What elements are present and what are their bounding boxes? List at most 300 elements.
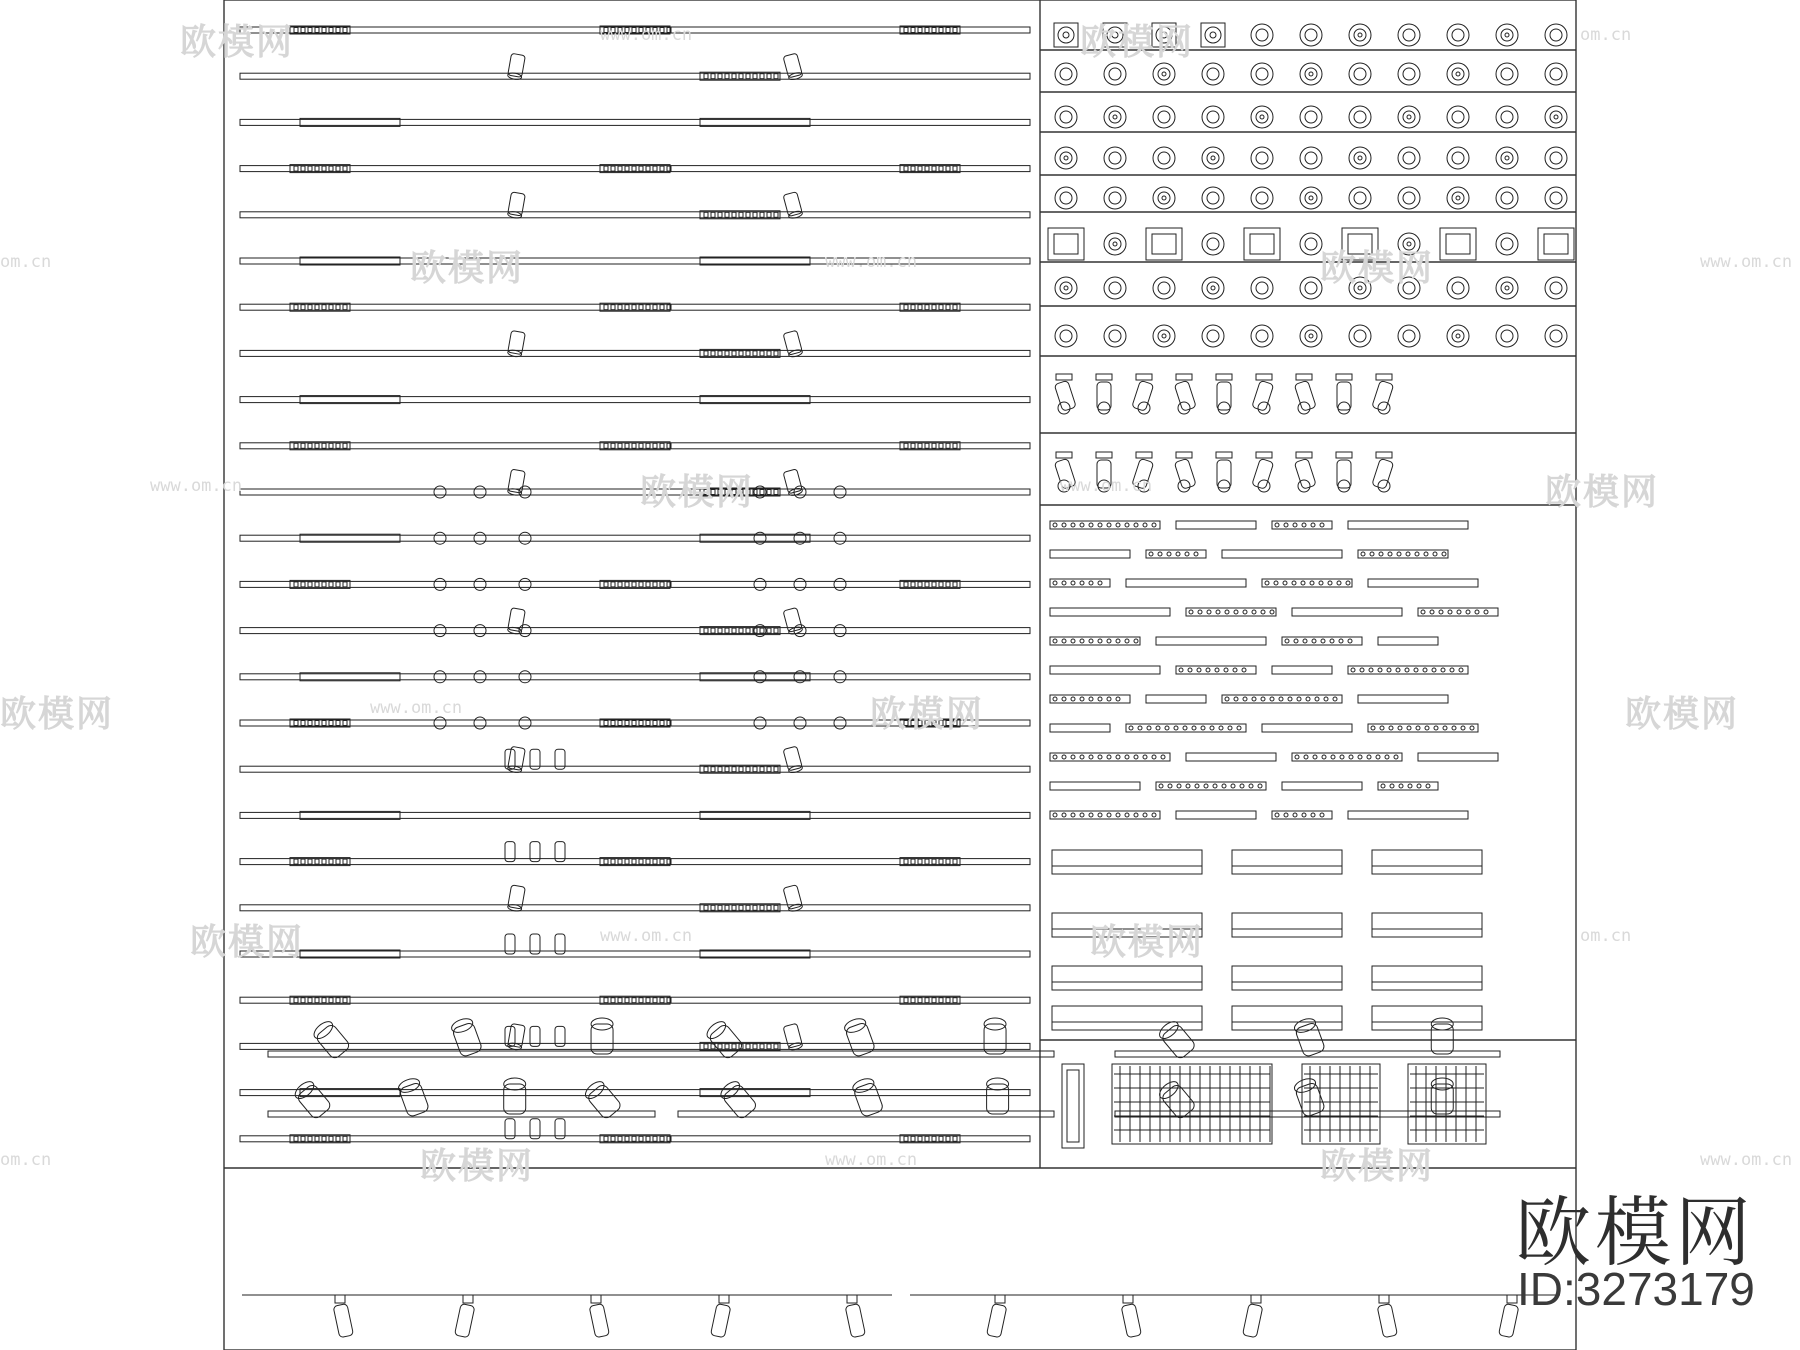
led-cell [308,721,312,726]
downlight-ring [1158,68,1170,80]
led-dot [1174,726,1178,730]
led-cell [604,166,608,171]
track-spot-head [434,532,446,544]
pendant-spot [1242,1304,1262,1338]
led-cell [746,74,750,79]
led-cell [336,859,340,864]
spot-mount [1056,452,1072,458]
led-dot [1399,784,1403,788]
led-cell [904,998,908,1003]
led-cell [343,166,347,171]
led-cell [753,212,757,217]
led-dot [1062,639,1066,643]
led-cell [646,1136,650,1141]
spotlight-icon [783,746,803,774]
led-dot [1134,813,1138,817]
downlight-ring [1550,29,1562,41]
led-cell [343,305,347,310]
led-dot [1243,610,1247,614]
surface-spot [1294,458,1316,489]
downlight-ring [1452,330,1464,342]
panel-light [1372,913,1482,937]
led-cell [315,166,319,171]
led-cell [746,767,750,772]
spotlight-icon [507,885,525,912]
round-downlight [1251,63,1273,85]
led-dot [1388,552,1392,556]
pendant-mount [463,1295,473,1303]
round-downlight [1496,187,1518,209]
led-cell [932,582,936,587]
led-cell [618,721,622,726]
led-cell [322,305,326,310]
downlight-ring [1305,192,1317,204]
led-dot [1249,784,1253,788]
pendant-spot [1377,1304,1397,1338]
round-downlight [1104,233,1126,255]
spotlight-body [845,1022,876,1058]
linear-light [1176,521,1256,529]
linear-light [1262,724,1352,732]
pendant-spot [333,1304,353,1338]
led-cell [315,582,319,587]
led-cell [660,998,664,1003]
led-dot [1414,668,1418,672]
downlight-core [1505,33,1509,37]
round-downlight [1202,325,1224,347]
downlight-ring [1158,152,1170,164]
surface-spot [1132,380,1154,411]
spot-lens [1258,480,1270,492]
spot-mount [1256,452,1272,458]
led-dot [1319,581,1323,585]
led-cell [711,767,715,772]
pendant-mount [1507,1295,1517,1303]
linear-light [1176,811,1256,819]
round-downlight [1104,187,1126,209]
led-dot [1450,668,1454,672]
spot-lens [1218,480,1230,492]
spot-mount [1136,452,1152,458]
led-dot [1234,697,1238,701]
led-dot [1284,523,1288,527]
led-cell [322,1136,326,1141]
panel-light [1372,850,1482,874]
led-cell [718,767,722,772]
led-dot [1415,552,1419,556]
led-dot [1315,697,1319,701]
led-dot [1053,813,1057,817]
track-rail [240,212,1030,218]
led-dot [1351,668,1355,672]
round-downlight [1104,325,1126,347]
led-dot [1116,523,1120,527]
led-cell [653,166,657,171]
led-cell [704,905,708,910]
downlight-ring [1354,111,1366,123]
led-cell [301,582,305,587]
led-dot [1062,581,1066,585]
led-cell [329,721,333,726]
led-cell [315,1136,319,1141]
round-downlight [1202,147,1224,169]
surface-spot [1337,460,1351,488]
led-dot [1215,668,1219,672]
led-cell [618,443,622,448]
led-dot [1107,697,1111,701]
led-dot [1252,610,1256,614]
led-cell [767,351,771,356]
track-spot-head [754,717,766,729]
round-downlight [1545,147,1567,169]
spot-lens [1258,402,1270,414]
led-dot [1080,813,1084,817]
led-cell [704,351,708,356]
spot-mount [1296,374,1312,380]
led-cell [639,582,643,587]
led-dot [1306,697,1310,701]
spot-lens [1338,480,1350,492]
led-cell [725,351,729,356]
led-cell [739,767,743,772]
led-cell [322,166,326,171]
led-dot [1195,784,1199,788]
led-cell [343,1136,347,1141]
led-dot [1288,697,1292,701]
downlight-core [1309,72,1313,76]
linear-light [1146,695,1206,703]
led-dot [1301,581,1305,585]
downlight-ring [1452,68,1464,80]
led-dot [1062,523,1066,527]
spot-mount [1336,452,1352,458]
track-spot-head [519,532,531,544]
bottom-track [268,1111,655,1117]
round-downlight [1300,325,1322,347]
downlight-ring [1501,111,1513,123]
led-cell [718,628,722,633]
track-spot-head [754,578,766,590]
led-cell [932,28,936,33]
led-dot [1390,784,1394,788]
round-downlight [1202,63,1224,85]
led-dot [1204,784,1208,788]
led-cell [329,305,333,310]
pendant-spot [589,1304,609,1338]
panel-light [1232,1006,1342,1030]
led-dot [1313,755,1317,759]
led-cell [336,998,340,1003]
panel-light [1232,913,1342,937]
downlight-core [1162,334,1166,338]
led-dot [1143,755,1147,759]
downlight-ring [1501,192,1513,204]
led-cell [301,721,305,726]
led-dot [1387,668,1391,672]
round-downlight [1545,63,1567,85]
round-downlight [1300,277,1322,299]
downlight-ring [1501,238,1513,250]
led-dot [1292,581,1296,585]
led-dot [1339,639,1343,643]
led-cell [632,998,636,1003]
panel-light [1052,966,1202,990]
led-cell [611,721,615,726]
led-cell [625,305,629,310]
led-cell [646,582,650,587]
led-cell [939,305,943,310]
led-dot [1441,668,1445,672]
led-dot [1333,697,1337,701]
led-dot [1197,668,1201,672]
round-downlight [1202,187,1224,209]
led-cell [632,305,636,310]
downlight-ring [1109,111,1121,123]
led-dot [1165,726,1169,730]
led-cell [653,998,657,1003]
watermark-url: www.om.cn [1060,476,1153,496]
led-dot [1231,784,1235,788]
led-cell [294,443,298,448]
led-dot [1425,726,1429,730]
spotlight-body [315,1023,351,1060]
surface-spot [1097,382,1111,410]
downlight-ring [1354,29,1366,41]
led-cell [925,443,929,448]
linear-light [1378,637,1438,645]
led-cell [739,905,743,910]
linear-light [1418,753,1498,761]
downlight-core [1211,286,1215,290]
led-cell [704,212,708,217]
track-spotlight [1157,1018,1197,1060]
downlight-ring [1403,29,1415,41]
led-dot [1459,668,1463,672]
led-cell [760,1044,764,1049]
downlight-ring [1550,282,1562,294]
led-dot [1346,581,1350,585]
led-dot [1265,581,1269,585]
downlight-ring [1060,330,1072,342]
watermark-url: om.cn [0,1150,52,1170]
led-dot [1071,523,1075,527]
led-cell [939,998,943,1003]
spot-mount [1376,452,1392,458]
model-id: ID:3273179 [1517,1263,1755,1315]
led-dot [1161,755,1165,759]
led-dot [1080,755,1084,759]
round-downlight [1545,187,1567,209]
track-rail [240,1043,1030,1049]
downlight-ring [1207,152,1219,164]
grille-narrow-inner [1067,1070,1079,1142]
downlight-core [1064,286,1068,290]
led-cell [932,443,936,448]
led-dot [1432,668,1436,672]
led-cell [732,905,736,910]
downlight-ring [1158,111,1170,123]
led-dot [1270,697,1274,701]
led-dot [1452,726,1456,730]
led-dot [1116,697,1120,701]
led-dot [1098,755,1102,759]
spot-lens [1138,402,1150,414]
led-dot [1219,726,1223,730]
downlight-ring [1550,330,1562,342]
led-cell [739,74,743,79]
led-cell [946,998,950,1003]
led-cell [336,582,340,587]
led-dot [1138,726,1142,730]
round-downlight [1251,147,1273,169]
led-cell [660,166,664,171]
led-cell [746,905,750,910]
panel-light [1372,1006,1482,1030]
downlight-core [1358,156,1362,160]
round-downlight [1153,63,1175,85]
led-cell [939,1136,943,1141]
led-cell [767,767,771,772]
led-cell [774,490,778,495]
watermark-url: www.om.cn [370,698,463,718]
downlight-ring [1403,68,1415,80]
track-spot-head [519,717,531,729]
led-cell [294,582,298,587]
track-spotlight [718,1078,758,1120]
led-cell [918,305,922,310]
led-cell [767,1044,771,1049]
led-dot [1439,610,1443,614]
led-dot [1466,610,1470,614]
grille-panel [1408,1064,1486,1144]
led-cell [618,582,622,587]
led-dot [1430,610,1434,614]
watermark-url: om.cn [1580,25,1632,45]
downlight-ring [1452,192,1464,204]
led-dot [1089,523,1093,527]
led-dot [1053,523,1057,527]
led-cell [294,305,298,310]
led-cell [953,166,957,171]
led-dot [1213,784,1217,788]
downlight-core [1260,115,1264,119]
track-rail [240,119,1030,125]
led-cell [911,1136,915,1141]
led-dot [1107,639,1111,643]
led-cell [301,166,305,171]
led-dot [1423,668,1427,672]
led-cell [308,305,312,310]
track-rail [240,812,1030,818]
led-dot [1378,668,1382,672]
watermark-url: www.om.cn [825,252,918,272]
led-cell [336,305,340,310]
downlight-ring [1305,238,1317,250]
led-dot [1186,784,1190,788]
downlight-ring [1109,152,1121,164]
round-downlight [1300,233,1322,255]
downlight-ring [1550,152,1562,164]
round-downlight [1202,277,1224,299]
round-downlight [1496,277,1518,299]
linear-light [1358,695,1448,703]
downlight-core [1358,33,1362,37]
led-cell [774,767,778,772]
downlight-ring [1256,111,1268,123]
led-dot [1152,813,1156,817]
led-dot [1071,581,1075,585]
led-cell [718,74,722,79]
led-cell [760,212,764,217]
track-spotlight [1431,1078,1453,1114]
downlight-ring [1109,192,1121,204]
pendant-mount [335,1295,345,1303]
track-spot-head [834,532,846,544]
led-cell [925,1136,929,1141]
downlight-ring [1403,152,1415,164]
downlight-ring [1452,152,1464,164]
led-cell [329,859,333,864]
watermark-url: www.om.cn [150,476,243,496]
led-cell [301,859,305,864]
watermark-logo: 欧模网 [410,248,525,289]
led-dot [1379,552,1383,556]
round-downlight [1349,106,1371,128]
led-cell [925,166,929,171]
linear-light [1272,666,1332,674]
led-cell [925,998,929,1003]
led-cell [660,1136,664,1141]
downlight-ring [1501,152,1513,164]
led-cell [604,998,608,1003]
led-cell [732,74,736,79]
spotlight-icon [783,607,803,635]
round-downlight [1300,106,1322,128]
led-dot [1116,755,1120,759]
led-dot [1294,639,1298,643]
led-dot [1210,726,1214,730]
spotlight-icon [783,53,803,81]
downlight-ring [1305,111,1317,123]
grille-downlight [1244,228,1280,260]
surface-spot [1054,380,1076,411]
led-cell [618,998,622,1003]
led-dot [1240,784,1244,788]
downlight-ring [1109,330,1121,342]
led-dot [1270,610,1274,614]
spotlight-icon [507,330,525,357]
pendant-spot [1121,1304,1141,1338]
led-cell [653,1136,657,1141]
led-cell [932,859,936,864]
round-downlight [1447,106,1469,128]
led-dot [1398,726,1402,730]
round-downlight [1447,277,1469,299]
led-cell [760,74,764,79]
led-cell [953,998,957,1003]
round-downlight [1153,187,1175,209]
round-downlight [1251,187,1273,209]
led-dot [1394,755,1398,759]
led-cell [301,1136,305,1141]
led-cell [725,212,729,217]
led-cell [939,166,943,171]
led-dot [1349,755,1353,759]
spot-lens [1178,402,1190,414]
led-dot [1434,726,1438,730]
led-cell [704,628,708,633]
track-rail [240,397,1030,403]
